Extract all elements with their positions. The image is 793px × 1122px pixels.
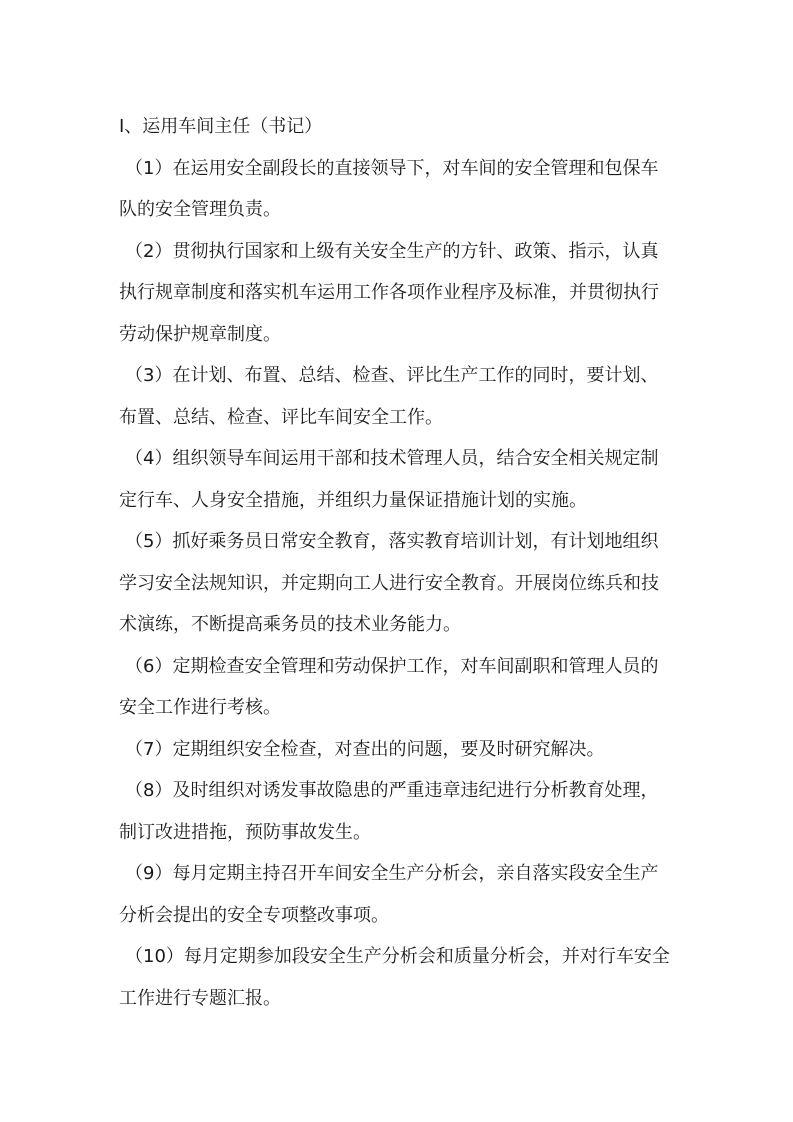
list-item-6	[119, 646, 679, 729]
list-item-4	[119, 438, 679, 521]
item-line: 分析会提出的安全专项整改事项。	[119, 904, 389, 926]
item-line: （9）每月定期主持召开车间安全生产分析会，亲自落实段安全生产	[125, 863, 659, 884]
list-item-7	[119, 729, 679, 771]
list-item-10	[119, 936, 679, 1019]
item-line: 工作进行专题汇报。	[119, 987, 281, 1009]
item-line: （6）定期检查安全管理和劳动保护工作，对车间副职和管理人员的	[125, 655, 659, 677]
list-item-1	[119, 148, 679, 231]
list-item-8	[119, 770, 679, 853]
item-line: 劳动保护规章制度。	[119, 323, 281, 345]
list-item-5	[119, 521, 679, 646]
item-line: （3）在计划、布置、总结、检查、评比生产工作的同时，要计划、	[125, 365, 659, 386]
item-line: 布置、总结、检查、评比车间安全工作。	[119, 406, 443, 428]
item-line: （1）在运用安全副段长的直接领导下，对车间的安全管理和包保车	[125, 157, 659, 179]
item-line: 定行车、人身安全措施，并组织力量保证措施计划的实施。	[119, 489, 587, 511]
document-body	[119, 106, 679, 1019]
item-line: （5）抓好乘务员日常安全教育，落实教育培训计划，有计划地组织	[125, 531, 659, 552]
item-line: 术演练，不断提高乘务员的技术业务能力。	[119, 614, 461, 635]
item-line: （7）定期组织安全检查，对查出的问题，要及时研究解决。	[125, 738, 605, 760]
item-line: 队的安全管理负责。	[119, 199, 281, 220]
list-item-2	[119, 231, 679, 356]
item-line: 安全工作进行考核。	[119, 697, 281, 718]
section-heading: I、运用车间主任（书记）	[119, 116, 323, 137]
item-line: 学习安全法规知识，并定期向工人进行安全教育。开展岗位练兵和技	[119, 572, 659, 594]
item-line: （8）及时组织对诱发事故隐患的严重违章违纪进行分析教育处理，	[125, 780, 659, 801]
item-line: （4）组织领导车间运用干部和技术管理人员，结合安全相关规定制	[125, 448, 659, 469]
list-item-3	[119, 355, 679, 438]
item-line: 制订改进措拖，预防事故发生。	[119, 821, 371, 843]
list-item-9	[119, 853, 679, 936]
item-line: （2）贯彻执行国家和上级有关安全生产的方针、政策、指示，认真	[125, 240, 659, 262]
item-line: （10）每月定期参加段安全生产分析会和质量分析会，并对行车安全	[125, 946, 670, 967]
item-line: 执行规章制度和落实机车运用工作各项作业程序及标准，并贯彻执行	[119, 282, 659, 303]
